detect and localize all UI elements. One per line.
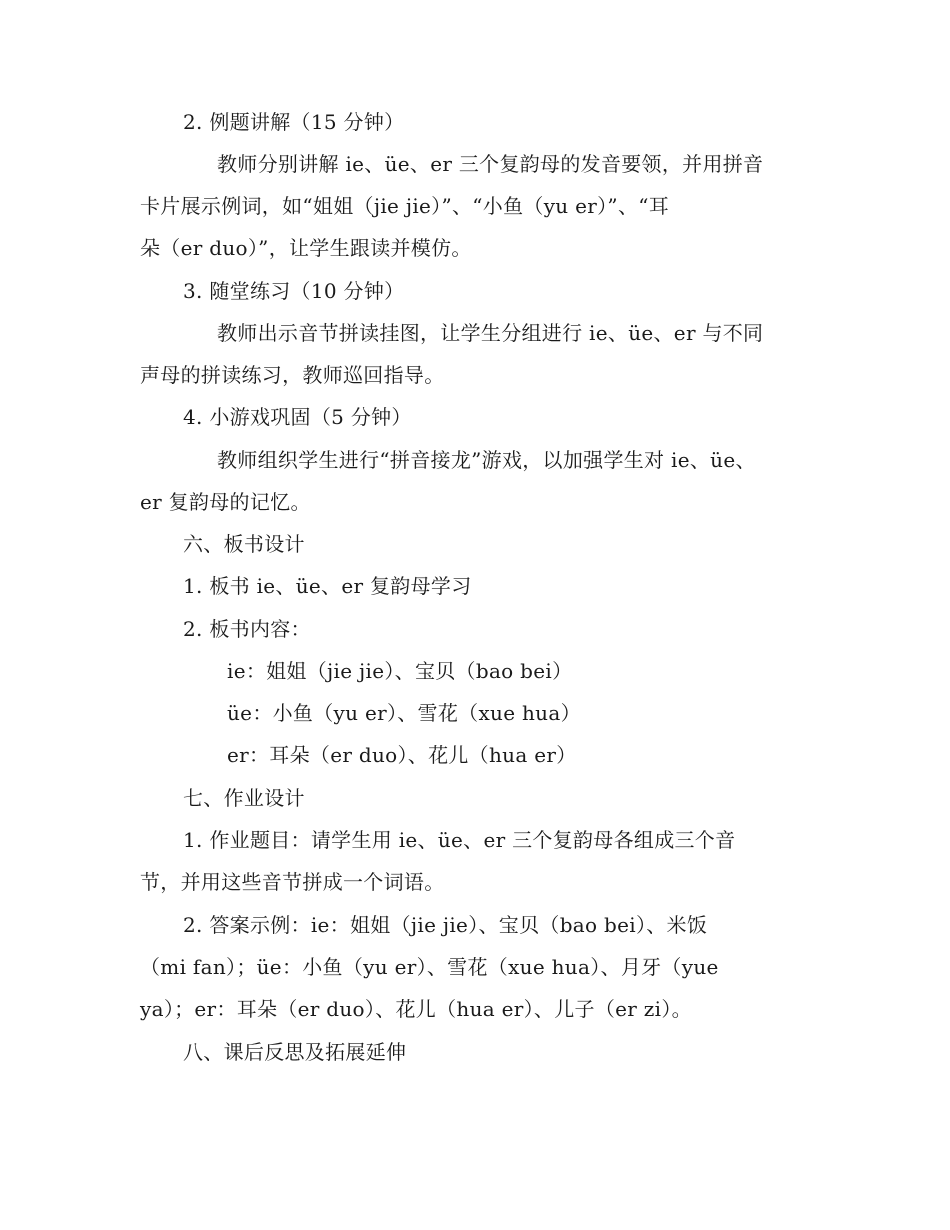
section-heading-homework-design: 七、作业设计 xyxy=(183,786,305,810)
list-item: 1. 作业题目：请学生用 ie、üe、er 三个复韵母各组成三个音 xyxy=(183,828,736,852)
section-heading-example-explanation: 2. 例题讲解（15 分钟） xyxy=(183,110,405,134)
board-content-line: ie：姐姐（jie jie）、宝贝（bao bei） xyxy=(227,659,573,683)
list-item: 2. 答案示例：ie：姐姐（jie jie）、宝贝（bao bei）、米饭 xyxy=(183,913,708,937)
paragraph-line: 教师组织学生进行“拼音接龙”游戏，以加强学生对 ie、üe、 xyxy=(217,448,756,472)
paragraph-line: 节，并用这些音节拼成一个词语。 xyxy=(140,870,445,894)
paragraph-line: 朵（er duo）”，让学生跟读并模仿。 xyxy=(140,236,472,260)
section-heading-class-practice: 3. 随堂练习（10 分钟） xyxy=(183,279,405,303)
paragraph-line: 教师分别讲解 ie、üe、er 三个复韵母的发音要领，并用拼音 xyxy=(217,152,764,176)
board-content-line: er：耳朵（er duo）、花儿（hua er） xyxy=(227,743,577,767)
list-item: 2. 板书内容： xyxy=(183,617,311,641)
paragraph-line: ya）；er：耳朵（er duo）、花儿（hua er）、儿子（er zi）。 xyxy=(140,997,692,1021)
paragraph-line: 教师出示音节拼读挂图，让学生分组进行 ie、üe、er 与不同 xyxy=(217,321,764,345)
board-content-line: üe：小鱼（yu er）、雪花（xue hua） xyxy=(227,701,581,725)
paragraph-line: （mi fan）；üe：小鱼（yu er）、雪花（xue hua）、月牙（yue xyxy=(140,955,719,979)
paragraph-line: 声母的拼读练习，教师巡回指导。 xyxy=(140,363,445,387)
section-heading-game-consolidation: 4. 小游戏巩固（5 分钟） xyxy=(183,405,412,429)
list-item: 1. 板书 ie、üe、er 复韵母学习 xyxy=(183,574,472,598)
paragraph-line: er 复韵母的记忆。 xyxy=(140,490,311,514)
section-heading-board-design: 六、板书设计 xyxy=(183,532,305,556)
section-heading-reflection: 八、课后反思及拓展延伸 xyxy=(183,1040,407,1064)
paragraph-line: 卡片展示例词，如“姐姐（jie jie）”、“小鱼（yu er）”、“耳 xyxy=(140,194,670,218)
